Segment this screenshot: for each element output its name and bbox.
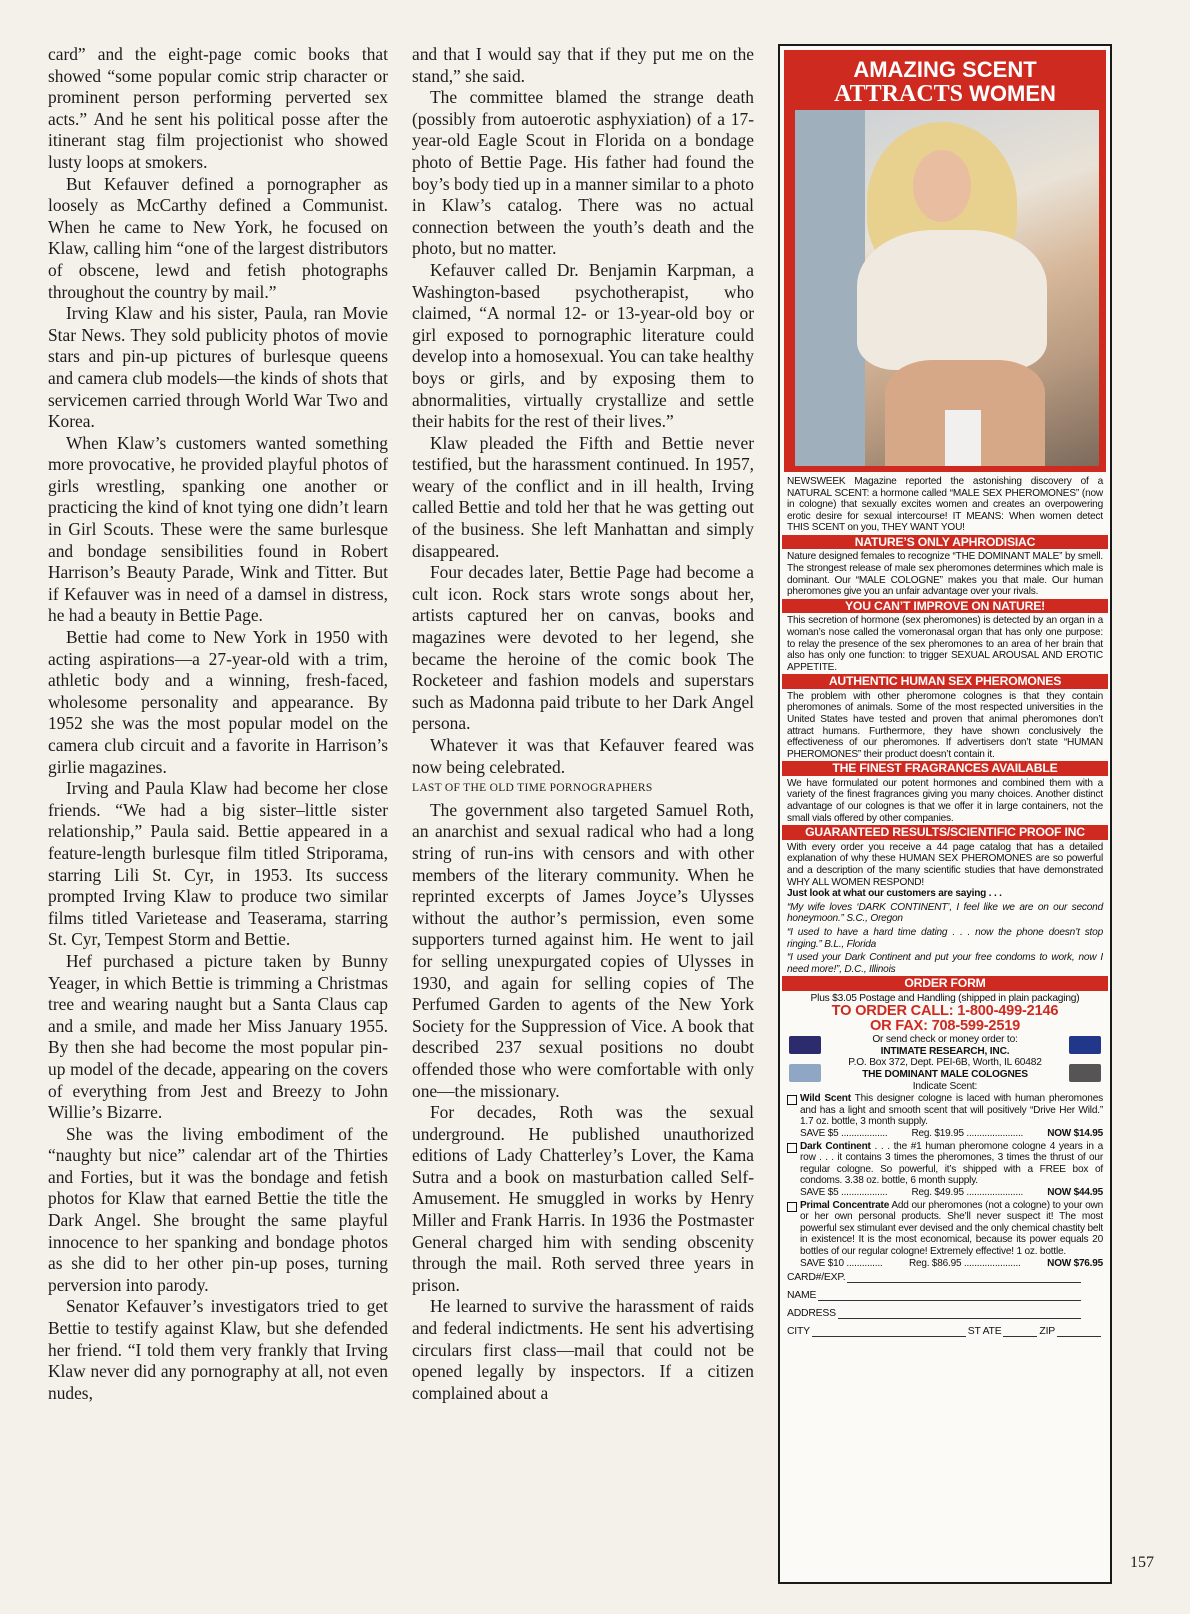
price-row: SAVE $10 .............. Reg. $86.95 ...................... NOW $76.95	[800, 1257, 1103, 1269]
ad-heading: AUTHENTIC HUMAN SEX PHEROMONES	[782, 674, 1108, 689]
card-field[interactable]: CARD#/EXP.	[787, 1269, 1103, 1287]
ad-heading: GUARANTEED RESULTS/SCIENTIFIC PROOF INC	[782, 825, 1108, 840]
article-paragraph: card” and the eight-page comic books that showed “some popular comic strip character or prominent person performing perverted sex acts.” And he sent his political posse after the itinerant stag film projectionist who showed lusty loops at smokers.	[48, 44, 388, 172]
testimonial: “My wife loves ‘DARK CONTINENT’, I feel like we are on our second honeymoon.” S.C., Oregon	[787, 901, 1103, 925]
ad-header	[784, 50, 1106, 472]
discover-icon	[1069, 1064, 1101, 1082]
visa-icon	[1069, 1036, 1101, 1054]
article-paragraph: Irving Klaw and his sister, Paula, ran Movie Star News. They sold publicity photos of movie stars and pin-up pictures of burlesque queens and camera club models—the kinds of shots that servicemen carried through World War Two and Korea.	[48, 303, 388, 432]
scent-option-dark-continent[interactable]: Dark Continent . . . the #1 human pheromone cologne 4 years in a row . . . it contains 3 times the pheromones, 3 times the thrust of our regular cologne. So powerful, it’s shipped with a FREE box of condoms. 3.38 oz. bottle, 6 month supply.	[787, 1141, 1103, 1187]
article-paragraph: Hef purchased a picture taken by Bunny Yeager, in which Bettie is trimming a Christmas tree and wearing naught but a Santa Claus cap and a smile, and made her Miss January 1955. By then she had become the most popular pin-up model of the decade, appearing on the covers of everything from Jest and Breezy to John Willie’s Bizarre.	[48, 950, 388, 1123]
article-column-1	[48, 44, 388, 1404]
testimonial: “I used your Dark Continent and put your free condoms to work, now I need more!”, D.C., Illinois	[787, 952, 1103, 975]
ad-heading: YOU CAN’T IMPROVE ON NATURE!	[782, 599, 1108, 614]
article-paragraph: But Kefauver defined a pornographer as loosely as McCarthy defined a Communist. When he came to New York, he focused on Klaw, calling him “one of the largest distributors of obscene, lewd and fetish photographs throughout the country by mail.”	[48, 173, 388, 302]
ad-intro: NEWSWEEK Magazine reported the astonishing discovery of a NATURAL SCENT: a hormone called “MALE SEX PHEROMONES” (now in cologne) that sexually excites women and creates an overpowering erotic desire for sexual intercourse! IT MEANS: When women detect THIS SCENT on you, THEY WANT YOU!	[787, 476, 1103, 534]
article-paragraph: Senator Kefauver’s investigators tried to get Bettie to testify against Klaw, but she defended her friend. “I told them very frankly that Irving Klaw never did any pornography at all, not even nudes,	[48, 1296, 388, 1403]
checkbox[interactable]	[787, 1143, 797, 1153]
article-paragraph: He learned to survive the harassment of raids and federal indictments. He sent his advertising circulars first class—mail that could not be opened legally by inspectors. If a citizen complained about a	[412, 1296, 754, 1403]
ad-heading: THE FINEST FRAGRANCES AVAILABLE	[782, 761, 1108, 776]
article-paragraph: Kefauver called Dr. Benjamin Karpman, a Washington-based psychotherapist, who claimed, “A normal 12- or 13-year-old boy or girl exposed to pornographic literature could develop into a homosexual. You can take healthy boys or girls, and by exposing them to abnormalities, virtually crystallize and settle their habits for the rest of their lives.”	[412, 259, 754, 432]
order-address-block: Or send check or money order to: INTIMATE RESEARCH, INC. P.O. Box 372, Dept. PEI-6B, Worth, IL 60482 THE DOMINANT MALE COLOGNES Indicate Scent:	[787, 1034, 1103, 1092]
article-column-2	[412, 44, 754, 1404]
section-subhead: LAST OF THE OLD TIME PORNOGRAPHERS	[412, 782, 653, 795]
checkbox[interactable]	[787, 1095, 797, 1105]
ad-heading: NATURE’S ONLY APHRODISIAC	[782, 535, 1108, 550]
order-fax: OR FAX: 708-599-2519	[869, 1018, 1021, 1035]
address-field[interactable]: ADDRESS	[787, 1305, 1103, 1323]
article-paragraph: For decades, Roth was the sexual underground. He published unauthorized editions of Lady Chatterley’s Lover, the Kama Sutra and a book on masturbation called Self-Amusement. He smuggled in works by Henry Miller and Frank Harris. In 1936 the Postmaster General charged him with sending obscenity through the mail. Roth served three years in prison.	[412, 1102, 754, 1295]
ad-photo	[795, 110, 1099, 466]
scent-option-primal[interactable]: Primal Concentrate Add our pheromones (not a cologne) to your own or her own personal products. She’ll never suspect it! The most powerful sex stimulant ever devised and the only chemical chastity belt in existence! It is the most economical, because its power equals 20 bottles of our regular cologne! Extremely effective! 1 oz. bottle.	[787, 1200, 1103, 1258]
checkbox[interactable]	[787, 1202, 797, 1212]
article-paragraph: Four decades later, Bettie Page had become a cult icon. Rock stars wrote songs about her, artists captured her on canvas, books and magazines were devoted to her legend, she became the heroine of the comic book The Rocketeer and fashion models and superstars such as Madonna paid tribute to her Dark Angel persona.	[412, 562, 754, 734]
ad-body: NEWSWEEK Magazine reported the astonishing discovery of a NATURAL SCENT: a hormone called “MALE SEX PHEROMONES” (now in cologne) that sexually excites women and creates an overpowering erotic desire for sexual intercourse! IT MEANS: When women detect THIS SCENT on you, THEY WANT YOU! NATURE’S ONLY APHRODISIAC Nature designed females to recognize “THE DOMINANT MALE” by smell. The strongest release of male sex pheromones determines which male is dominant. Our “MALE COLOGNE” makes you that male. Our human pheromones give you an unfair advantage over your rivals. YOU CAN’T IMPROVE ON NATURE! This secretion of hormone (sex pheromones) is detected by an organ in a woman’s nose called the vomeronasal organ that has only one purpose: to relay the presence of the sex pheromones to an area of her brain that also has only one function: to trigger SEXUAL AROUSAL AND EROTIC APPETITE. AUTHENTIC HUMAN SEX PHEROMONES The problem with other pheromone colognes is that they contain pheromones of animals. Some of the most respected universities in the United States have tested and proven that animal pheromones don’t attract humans. Furthermore, they have shown conclusively the effectiveness of our pheromones. If advertisers don’t state “HUMAN PHEROMONES” their product doesn’t contain it. THE FINEST FRAGRANCES AVAILABLE We have formulated our potent hormones and combined them with a variety of the finest fragrances giving you many choices. Another distinct advantage of our colognes is that we offer it in large containers, not the small vials offered by other companies. GUARANTEED RESULTS/SCIENTIFIC PROOF INC With every order you receive a 44 page catalog that has a detailed explanation of why these HUMAN SEX PHEROMONES are so powerful and a description of the many scientific studies that have demonstrated WHY ALL WOMEN RESPOND! Just look at what our customers are saying . . . “My wife loves ‘DARK CONTINENT’, I feel like we are on our second honeymoon.” S.C., Oregon “I used to have a hard time dating . . . now the phone doesn’t stop ringing.” B.L., Florida “I used your Dark Continent and put your free condoms to work, now I need more!”, D.C., Illinois ORDER FORM Plus $3.05 Postage and Handling (shipped in plain packaging) TO ORDER CALL: 1-800-499-2146 OR FAX: 708-599-2519 Or send check or money order to: INTIMATE RESEARCH, INC. P.O. Box 372, Dept. PEI-6B, Worth, IL 60482 THE DOMINANT MALE COLOGNES Indicate Scent: Wild Scent This designer cologne is laced with human pheromones and has a light and smooth scent that will positively “Drive Her Wild.” 1.7 oz. bottle, 3 month supply. SAVE $5 .................. Reg. $19.95 ...................... NOW $14.95 Dark Continent . . . the #1 human pheromone cologne 4 years in a row . . . it contains 3 times the pheromones, 3 times the thrust of our regular cologne. So powerful, it’s shipped with a FREE box of condoms. 3.38 oz. bottle, 6 month supply. SAVE $5 .................. Reg. $49.95 ...................... NOW $44.95 Primal Concentrate Add our pheromones (not a cologne) to your own or her own personal products. She’ll never suspect it! The most powerful sex stimulant ever devised and the only chemical chastity belt in existence! It is the most economical, because its power equals 20 bottles of our regular cologne! Extremely effective! 1 oz. bottle. SAVE $10 .............. Reg. $86.95 ...................... NOW $76.95 CARD#/EXP. NAME ADDRESS CITY ST ATE ZIP	[780, 476, 1110, 1341]
name-field[interactable]: NAME	[787, 1287, 1103, 1305]
article-paragraph: and that I would say that if they put me on the stand,” she said.	[412, 44, 754, 86]
page-number: 157	[1130, 1554, 1154, 1571]
article-paragraph: She was the living embodiment of the “naughty but nice” calendar art of the Thirties and Forties, but it was the bondage and fetish photos for Klaw that earned Bettie the title the Dark Angel. She brought the same playful innocence to her spanking and bondage photos as she did to her other pin-up poses, turning perversion into parody.	[48, 1123, 388, 1295]
article-paragraph: Whatever it was that Kefauver feared was now being celebrated.	[412, 735, 754, 777]
order-form-heading: ORDER FORM	[782, 976, 1108, 991]
order-phone: TO ORDER CALL: 1-800-499-2146	[831, 1003, 1059, 1020]
advertisement	[778, 44, 1112, 1584]
article-paragraph: When Klaw’s customers wanted something more provocative, he provided playful photos of girls wrestling, spanking one another or practicing the kind of knot tying one didn’t learn in Girl Scouts. These were the same burlesque and bondage sensibilities found in Robert Harrison’s Beauty Parade, Wink and Titter. But if Kefauver was in need of a damsel in distress, he had a beauty in Bettie Page.	[48, 432, 388, 626]
city-state-zip-field[interactable]: CITY ST ATE ZIP	[787, 1323, 1103, 1341]
article-paragraph: The government also targeted Samuel Roth, an anarchist and sexual radical who had a long string of run-ins with censors and with other members of the literary community. When he reprinted excerpts of James Joyce’s Ulysses without the author’s permission, even some supporters turned against him. He went to jail for selling unexpurgated copies of Ulysses in 1930, and again for selling copies of The Perfumed Garden to agents of the New York Society for the Suppression of Vice. A book that described 237 sexual positions no doubt offended those who were comfortable with only one—the missionary.	[412, 799, 754, 1101]
article-paragraph: Bettie had come to New York in 1950 with acting aspirations—a 27-year-old with a trim, athletic body and a winning, fresh-faced, wholesome personality and appearance. By 1952 she was the most popular model on the camera club circuit and a favorite in Harrison’s girlie magazines.	[48, 627, 388, 777]
testimonial: “I used to have a hard time dating . . . now the phone doesn’t stop ringing.” B.L., Florida	[787, 926, 1103, 950]
mastercard-icon	[789, 1036, 821, 1054]
amex-icon	[789, 1064, 821, 1082]
price-row: SAVE $5 .................. Reg. $49.95 ...................... NOW $44.95	[800, 1187, 1103, 1198]
scent-option-wild[interactable]: Wild Scent This designer cologne is laced with human pheromones and has a light and smooth scent that will positively “Drive Her Wild.” 1.7 oz. bottle, 3 month supply.	[787, 1093, 1103, 1128]
article-paragraph: Klaw pleaded the Fifth and Bettie never testified, but the harassment continued. In 1957, weary of the conflict and in ill health, Irving called Bettie and told her that he was getting out of the business. She left Manhattan and simply disappeared.	[412, 432, 754, 561]
article-paragraph: The committee blamed the strange death (possibly from autoerotic asphyxiation) of a 17-year-old Eagle Scout in Florida on a bondage photo of Bettie Page. His father had found the boy’s body tied up in a manner similar to a photo in Klaw’s catalog. There was no actual connection between the youth’s death and the photo, but no matter.	[412, 87, 754, 259]
article-paragraph: Irving and Paula Klaw had become her close friends. “We had a big sister–little sister relationship,” Paula said. Bettie appeared in a feature-length burlesque film titled Striporama, starring Lili St. Cyr, in 1953. Its success prompted Irving Klaw to produce two similar films titled Varietease and Teaserama, starring St. Cyr, Tempest Storm and Bettie.	[48, 778, 388, 950]
ad-title: AMAZING SCENT ATTRACTS WOMEN	[834, 57, 1056, 107]
price-row: SAVE $5 .................. Reg. $19.95 ...................... NOW $14.95	[800, 1128, 1103, 1140]
